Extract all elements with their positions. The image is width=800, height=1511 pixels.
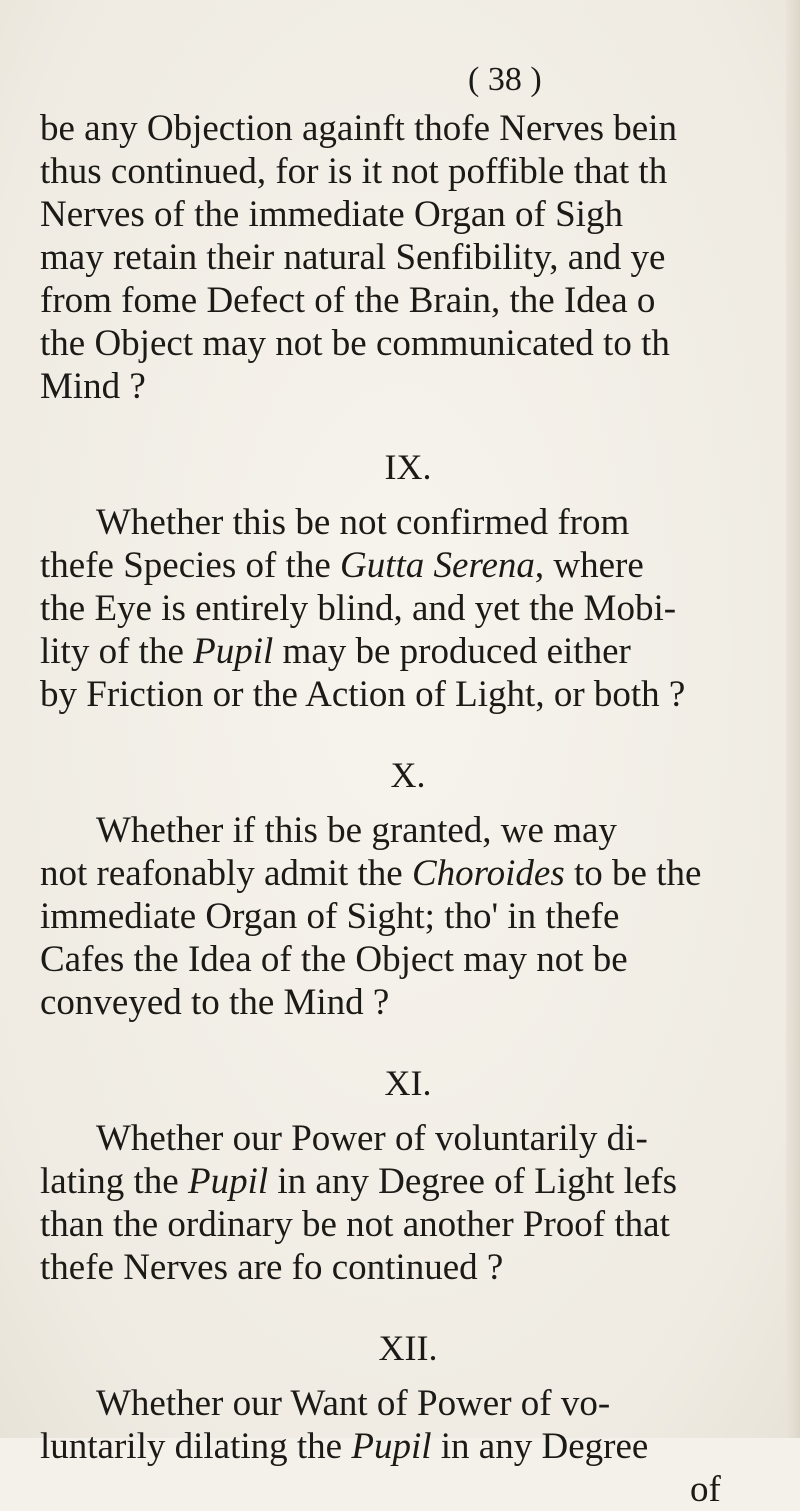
text-line: Whether if this be granted, we may — [96, 810, 617, 851]
section-heading-x: X. — [390, 755, 426, 795]
text-line: Whether our Want of Power of vo- — [96, 1383, 611, 1424]
text-line: Whether this be not confirmed from — [96, 502, 630, 543]
text-fragment: not reafonably admit the — [40, 853, 412, 894]
text-line: the Eye is entirely blind, and yet the Mobi- — [40, 588, 677, 629]
text-line: by Friction or the Action of Light, or both ? — [40, 674, 686, 715]
page-number: ( 38 ) — [468, 61, 542, 98]
italic-term: Pupil — [193, 631, 274, 672]
text-fragment: luntarily dilating the — [40, 1426, 352, 1467]
text-line: Nerves of the immediate Organ of Sigh — [40, 194, 623, 235]
text-line: than the ordinary be not another Proof that — [40, 1204, 670, 1245]
text-fragment: to be the — [564, 853, 702, 894]
italic-term: Choroides — [411, 853, 565, 894]
section-heading-ix: IX. — [384, 447, 432, 487]
text-line: Mind ? — [40, 366, 146, 407]
text-line: immediate Organ of Sight; tho' in thefe — [40, 896, 620, 937]
text-fragment: , where — [534, 545, 644, 586]
text-line — [40, 544, 800, 587]
text-line — [40, 630, 800, 673]
section-heading-xi: XI. — [384, 1063, 432, 1103]
catchword: of — [690, 1469, 721, 1510]
text-line: from fome Defect of the Brain, the Idea o — [40, 280, 656, 321]
text-fragment: in any Degree of Light lefs — [268, 1161, 678, 1202]
text-line: conveyed to the Mind ? — [40, 982, 390, 1023]
text-line — [40, 1425, 800, 1468]
italic-term: Pupil — [187, 1161, 269, 1202]
text-line: the Object may not be communicated to th — [40, 323, 670, 364]
italic-term: Gutta Serena — [340, 545, 535, 586]
text-fragment: in any Degree — [431, 1426, 649, 1467]
text-line — [40, 1160, 800, 1203]
section-heading-xii: XII. — [378, 1328, 438, 1368]
text-line: Whether our Power of voluntarily di- — [96, 1118, 648, 1159]
text-fragment: lating the — [40, 1161, 188, 1202]
text-line: be any Objection againft thofe Nerves bein — [40, 108, 677, 149]
text-fragment: lity of the — [40, 631, 194, 672]
text-line: thefe Nerves are fo continued ? — [40, 1247, 504, 1288]
text-fragment: may be produced either — [273, 631, 631, 672]
page-text — [40, 58, 800, 1511]
text-line — [40, 852, 800, 895]
italic-term: Pupil — [351, 1426, 432, 1467]
text-line: Cafes the Idea of the Object may not be — [40, 939, 628, 980]
text-line: thus continued, for is it not poffible that th — [40, 151, 668, 192]
text-fragment: thefe Species of the — [40, 545, 340, 586]
text-line: may retain their natural Senfibility, and ye — [40, 237, 666, 278]
